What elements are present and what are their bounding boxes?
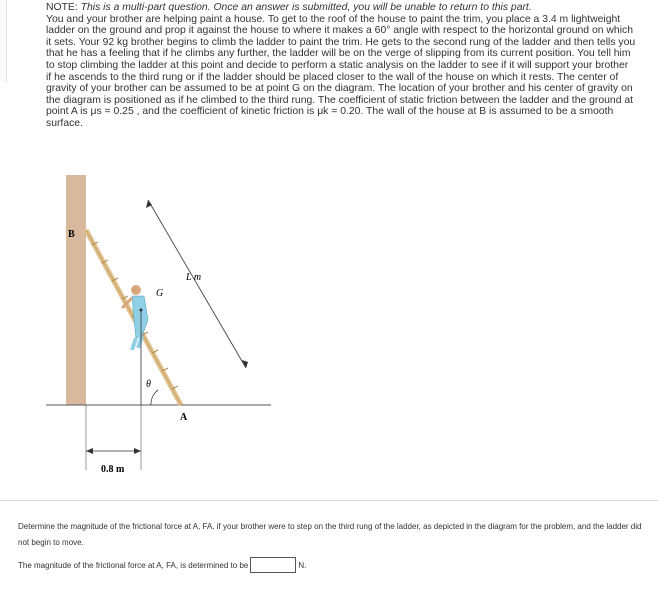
note-text xyxy=(46,2,636,14)
answer-prompt: The magnitude of the frictional force at A, FA, is determined to be xyxy=(18,560,249,570)
left-panel-edge xyxy=(0,0,7,82)
answer-row xyxy=(18,557,306,573)
problem-body: You and your brother are helping paint a house. To get to the roof of the house to paint the trim, you place a 3.4 m lightweight ladder on the ground and prop it against the house to where it makes a 60° angle with respect to the horizontal ground on which it sets. Your 92 kg brother begins to climb the ladder to paint the trim. He gets to the second rung of the ladder and then tells you that he has a feeling that if he climbs any further, the ladder will be on the verge of slipping from its current position. You tell him to stop climbing the ladder at this point and decide to perform a static analysis on the ladder to see if it will support your brother if he ascends to the third rung or if the ladder should be placed closer to the wall of the house on which it rests. The center of gravity of your brother can be assumed to be at point G on the diagram. The location of your brother and his center of gravity on the diagram is positioned as if he climbed to the third rung. The coefficient of static friction between the ladder and the ground at point A is μs = 0.25 , and the coefficient of kinetic friction is μk = 0.20. The wall of the house at B is assumed to be a smooth surface. xyxy=(46,13,636,129)
length-dimension-line xyxy=(148,200,246,368)
label-a: A xyxy=(180,412,188,423)
note-label: NOTE: xyxy=(46,2,78,13)
label-length: L m xyxy=(186,272,202,283)
ladder-diagram xyxy=(46,170,291,480)
dim-arrow-right-icon xyxy=(134,448,141,454)
question-text: Determine the magnitude of the frictional force at A, FA, if your brother were to step on the third rung of the ladder, as depicted in the diagram for the problem, and the ladder did not begin to move. xyxy=(18,522,642,547)
house-wall xyxy=(66,175,86,405)
problem-statement xyxy=(46,2,636,130)
section-divider xyxy=(0,500,658,501)
label-g: G xyxy=(156,288,164,299)
note-body: This is a multi-part question. Once an answer is submitted, you will be unable to return to this part. xyxy=(80,2,532,13)
ladder-diagram-svg xyxy=(46,170,291,480)
label-theta: θ xyxy=(146,379,151,390)
answer-unit: N. xyxy=(298,560,307,570)
angle-arc xyxy=(151,390,158,405)
answer-input[interactable] xyxy=(250,557,296,573)
label-b: B xyxy=(68,229,75,240)
label-distance: 0.8 m xyxy=(101,464,125,475)
dim-arrow-left-icon xyxy=(86,448,93,454)
